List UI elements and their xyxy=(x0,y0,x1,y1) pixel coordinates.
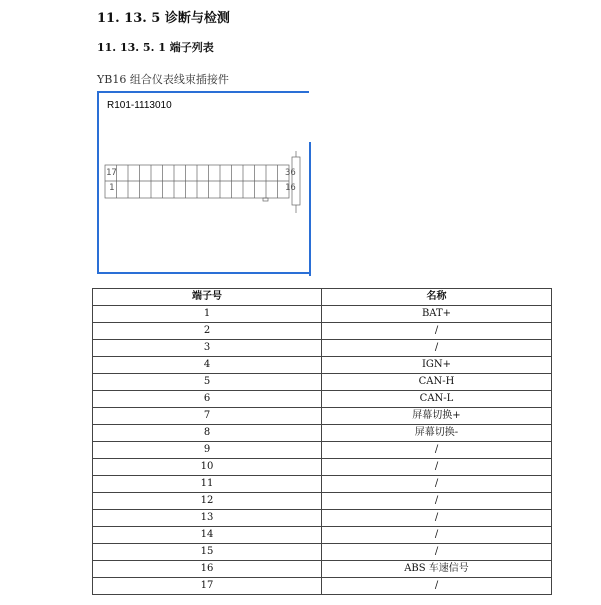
terminal-name: ABS 车速信号 xyxy=(322,561,552,578)
terminal-name: / xyxy=(322,442,552,459)
terminal-name: / xyxy=(322,459,552,476)
header-terminal-name: 名称 xyxy=(322,289,552,306)
connector-figure xyxy=(97,91,309,274)
terminal-number: 5 xyxy=(93,374,322,391)
terminal-table xyxy=(92,288,552,595)
terminal-number: 6 xyxy=(93,391,322,408)
table-row xyxy=(93,527,552,544)
table-row xyxy=(93,306,552,323)
terminal-name: BAT+ xyxy=(322,306,552,323)
terminal-number: 3 xyxy=(93,340,322,357)
table-row xyxy=(93,374,552,391)
pin-label-bottom-left: 1 xyxy=(109,183,115,193)
terminal-number: 8 xyxy=(93,425,322,442)
terminal-name: IGN+ xyxy=(322,357,552,374)
terminal-name: CAN-L xyxy=(322,391,552,408)
terminal-number: 9 xyxy=(93,442,322,459)
terminal-name: / xyxy=(322,510,552,527)
table-row xyxy=(93,578,552,595)
key-notch xyxy=(263,198,268,201)
table-header-row xyxy=(93,289,552,306)
connector-caption: YB16 组合仪表线束插接件 xyxy=(97,73,229,86)
section-title: 11. 13. 5 诊断与检测 xyxy=(97,11,230,26)
connector-drawing xyxy=(103,143,307,253)
table-row xyxy=(93,391,552,408)
connector-latch xyxy=(292,157,300,205)
terminal-number: 7 xyxy=(93,408,322,425)
table-row xyxy=(93,442,552,459)
terminal-number: 17 xyxy=(93,578,322,595)
terminal-number: 16 xyxy=(93,561,322,578)
terminal-name: 屏幕切换- xyxy=(322,425,552,442)
terminal-name: CAN-H xyxy=(322,374,552,391)
subsection-title: 11. 13. 5. 1 端子列表 xyxy=(97,41,214,54)
table-row xyxy=(93,561,552,578)
terminal-name: / xyxy=(322,493,552,510)
table-row xyxy=(93,425,552,442)
terminal-number: 14 xyxy=(93,527,322,544)
connector-frame-right xyxy=(309,142,311,276)
terminal-name: 屏幕切换+ xyxy=(322,408,552,425)
terminal-number: 1 xyxy=(93,306,322,323)
pin-grid xyxy=(105,151,300,213)
table-row xyxy=(93,357,552,374)
pin-label-top-left: 17 xyxy=(106,168,117,178)
table-row xyxy=(93,323,552,340)
table-row xyxy=(93,408,552,425)
table-row xyxy=(93,544,552,561)
terminal-number: 11 xyxy=(93,476,322,493)
terminal-number: 13 xyxy=(93,510,322,527)
terminal-name: / xyxy=(322,544,552,561)
part-number: R101-1113010 xyxy=(107,100,172,111)
pin-label-bottom-right: 16 xyxy=(285,183,296,193)
terminal-number: 4 xyxy=(93,357,322,374)
terminal-number: 15 xyxy=(93,544,322,561)
terminal-number: 10 xyxy=(93,459,322,476)
table-row xyxy=(93,493,552,510)
table-row xyxy=(93,510,552,527)
pin-label-top-right: 36 xyxy=(285,168,296,178)
terminal-number: 2 xyxy=(93,323,322,340)
terminal-name: / xyxy=(322,578,552,595)
table-row xyxy=(93,476,552,493)
terminal-name: / xyxy=(322,527,552,544)
table-row xyxy=(93,340,552,357)
table-row xyxy=(93,459,552,476)
terminal-number: 12 xyxy=(93,493,322,510)
terminal-name: / xyxy=(322,340,552,357)
header-terminal-number: 端子号 xyxy=(93,289,322,306)
terminal-name: / xyxy=(322,323,552,340)
terminal-name: / xyxy=(322,476,552,493)
